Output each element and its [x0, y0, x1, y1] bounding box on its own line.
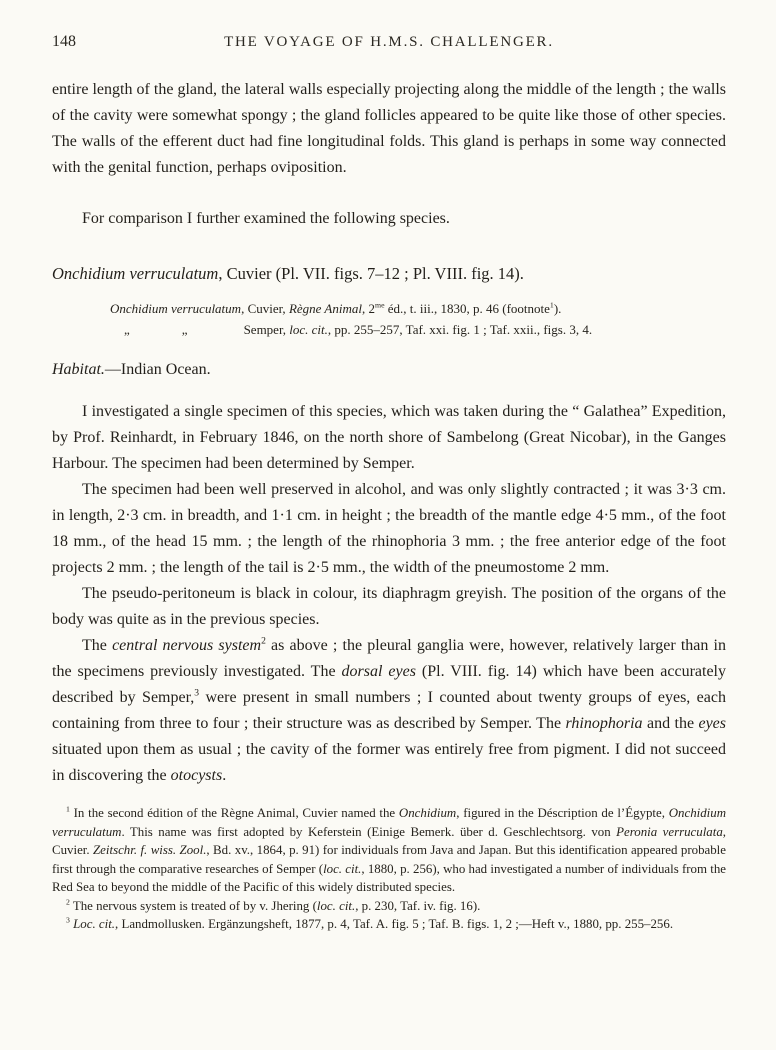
loc-cit: loc. cit.	[316, 898, 356, 913]
footnote-2	[52, 897, 726, 916]
footnote-marker-1: 1	[66, 804, 70, 814]
paragraph-comparison-intro: For comparison I further examined the following species.	[82, 210, 450, 227]
term-otocysts: otocysts	[170, 767, 223, 784]
footnote-ref-2: 2	[261, 635, 266, 647]
habitat-value: —Indian Ocean.	[104, 361, 211, 378]
text-run: , Bd. xv., 1864, p. 91) for individuals from Java and Japan. But this identification appeared probable first through the comparative researches of Semper (	[52, 843, 726, 876]
page-header	[52, 34, 726, 51]
footnote-1	[52, 804, 726, 897]
text-run: as above ; the pleural ganglia were, however, relatively larger than in the specimens previously investigated. The	[52, 637, 727, 680]
citation-species: Onchidium verruculatum	[110, 301, 242, 316]
text-run: éd., t. iii., 1830, p. 46 (footnote	[384, 301, 550, 316]
paragraph-galathea: I investigated a single specimen of this species, which was taken during the “ Galathea” Expedition, by Prof. Reinhardt, in February 1846, on the north shore of Sambelong (Great Nicobar), in the Ganges Harbour. The specimen had been determined by Semper.	[52, 403, 726, 472]
footnote-ref-1: 1	[549, 300, 554, 310]
text-run: , figured in the Déscription de l’Égypte,	[456, 806, 669, 820]
species-name: Onchidium verruculatum	[52, 264, 219, 283]
term-dorsal-eyes: dorsal eyes	[341, 663, 416, 680]
text-run: , 1880, p. 256), who had investigated a number of individuals from the Red Sea to beyond the middle of the Pacific of this widely distributed species.	[52, 861, 726, 894]
text-run: , Landmollusken. Ergänzungsheft, 1877, p. 4, Taf. A. fig. 5 ; Taf. B. figs. 1, 2 ;—Heft v., 1880, pp. 255–256.	[115, 917, 674, 931]
paragraph-gland-continuation: entire length of the gland, the lateral walls especially projecting along the middle of the length ; the walls of the cavity were somewhat spongy ; the gland follicles appeared to be quite like those of other species. The walls of the efferent duct had fine longitudinal folds. This gland is perhaps in some way connected with the genital function, perhaps oviposition.	[52, 81, 726, 176]
citation-line-cuvier	[110, 298, 726, 319]
habitat-label: Habitat.	[52, 361, 105, 378]
species-heading	[52, 261, 726, 287]
paragraph-nervous-system	[52, 633, 726, 789]
species-heading-rest: , Cuvier (Pl. VII. figs. 7–12 ; Pl. VIII. fig. 14).	[218, 264, 524, 283]
paragraph-measurements: The specimen had been well preserved in alcohol, and was only slightly contracted ; it was 3·3 cm. in length, 2·3 cm. in breadth, and 1·1 cm. in height ; the breadth of the mantle edge 4·5 mm., of the foot 18 mm., of the head 15 mm. ; the length of the rhinophoria 3 mm. ; the free anterior edge of the foot projects 2 mm. ; the length of the tail is 2·5 mm., the width of the pneumostome 2 mm.	[52, 481, 726, 576]
citation-line-semper	[110, 319, 726, 340]
journal-title: Zeitschr. f. wiss. Zool.	[93, 843, 207, 857]
footnotes-block	[52, 804, 726, 934]
habitat-line	[52, 357, 726, 383]
loc-cit: Loc. cit.	[73, 917, 115, 931]
ditto-mark: „	[181, 322, 188, 337]
synonymy-block	[110, 298, 726, 340]
text-run: , pp. 255–257, Taf. xxi. fig. 1 ; Taf. xxii., figs. 3, 4.	[327, 322, 593, 337]
text-run: In the second édition of the Règne Animal, Cuvier named the	[69, 806, 399, 820]
text-run: , Cuvier.	[52, 824, 727, 857]
page-number: 148	[52, 33, 76, 50]
text-run: , p. 230, Taf. iv. fig. 16).	[355, 898, 481, 913]
text-run: The nervous system is treated of by v. Jhering (	[69, 898, 317, 913]
text-run: ).	[553, 301, 562, 316]
footnote-marker-2: 2	[66, 897, 70, 907]
text-run: were present in small numbers ; I counted about twenty groups of eyes, each containing from three to four ; their structure was as described by Semper. The	[52, 689, 726, 732]
footnote-ref-3: 3	[194, 687, 200, 699]
term-central-nervous-system: central nervous system	[112, 637, 262, 654]
footnote-marker-3: 3	[66, 915, 70, 925]
citation-work-title: Règne Animal	[288, 301, 362, 316]
text-run: (Pl. VIII. fig. 14) which have been accurately described by Semper,	[52, 663, 726, 706]
text-run: The	[82, 637, 113, 654]
text-run: . This name was first adopted by Keferstein (Einige Bemerk. über d. Geschlechtsorg. von	[121, 824, 617, 839]
loc-cit: loc. cit.	[323, 861, 362, 876]
ditto-mark: „	[124, 322, 130, 337]
paragraph-peritoneum: The pseudo-peritoneum is black in colour, its diaphragm greyish. The position of the organs of the body was quite as in the previous species.	[52, 585, 726, 628]
text-run: , Cuvier,	[241, 301, 289, 316]
text-run: .	[222, 767, 227, 784]
text-run: , 2	[362, 301, 375, 316]
text-run: Semper,	[243, 322, 290, 337]
term-rhinophoria: rhinophoria	[565, 715, 643, 732]
edition-superscript: me	[375, 300, 385, 310]
taxon-onchidium: Onchidium	[398, 806, 457, 820]
taxon-onchidium-verruculatum: Onchidium verruculatum	[52, 806, 727, 839]
footnote-3	[52, 915, 726, 934]
taxon-peronia-verruculata: Peronia verruculata	[616, 824, 723, 839]
loc-cit: loc. cit.	[289, 322, 328, 337]
text-run: and the	[642, 715, 699, 732]
term-eyes: eyes	[698, 715, 726, 732]
text-run: situated upon them as usual ; the cavity of the former was entirely free from pigment. I did not succeed in discovering the	[52, 741, 726, 784]
running-title: THE VOYAGE OF H.M.S. CHALLENGER.	[224, 34, 554, 50]
